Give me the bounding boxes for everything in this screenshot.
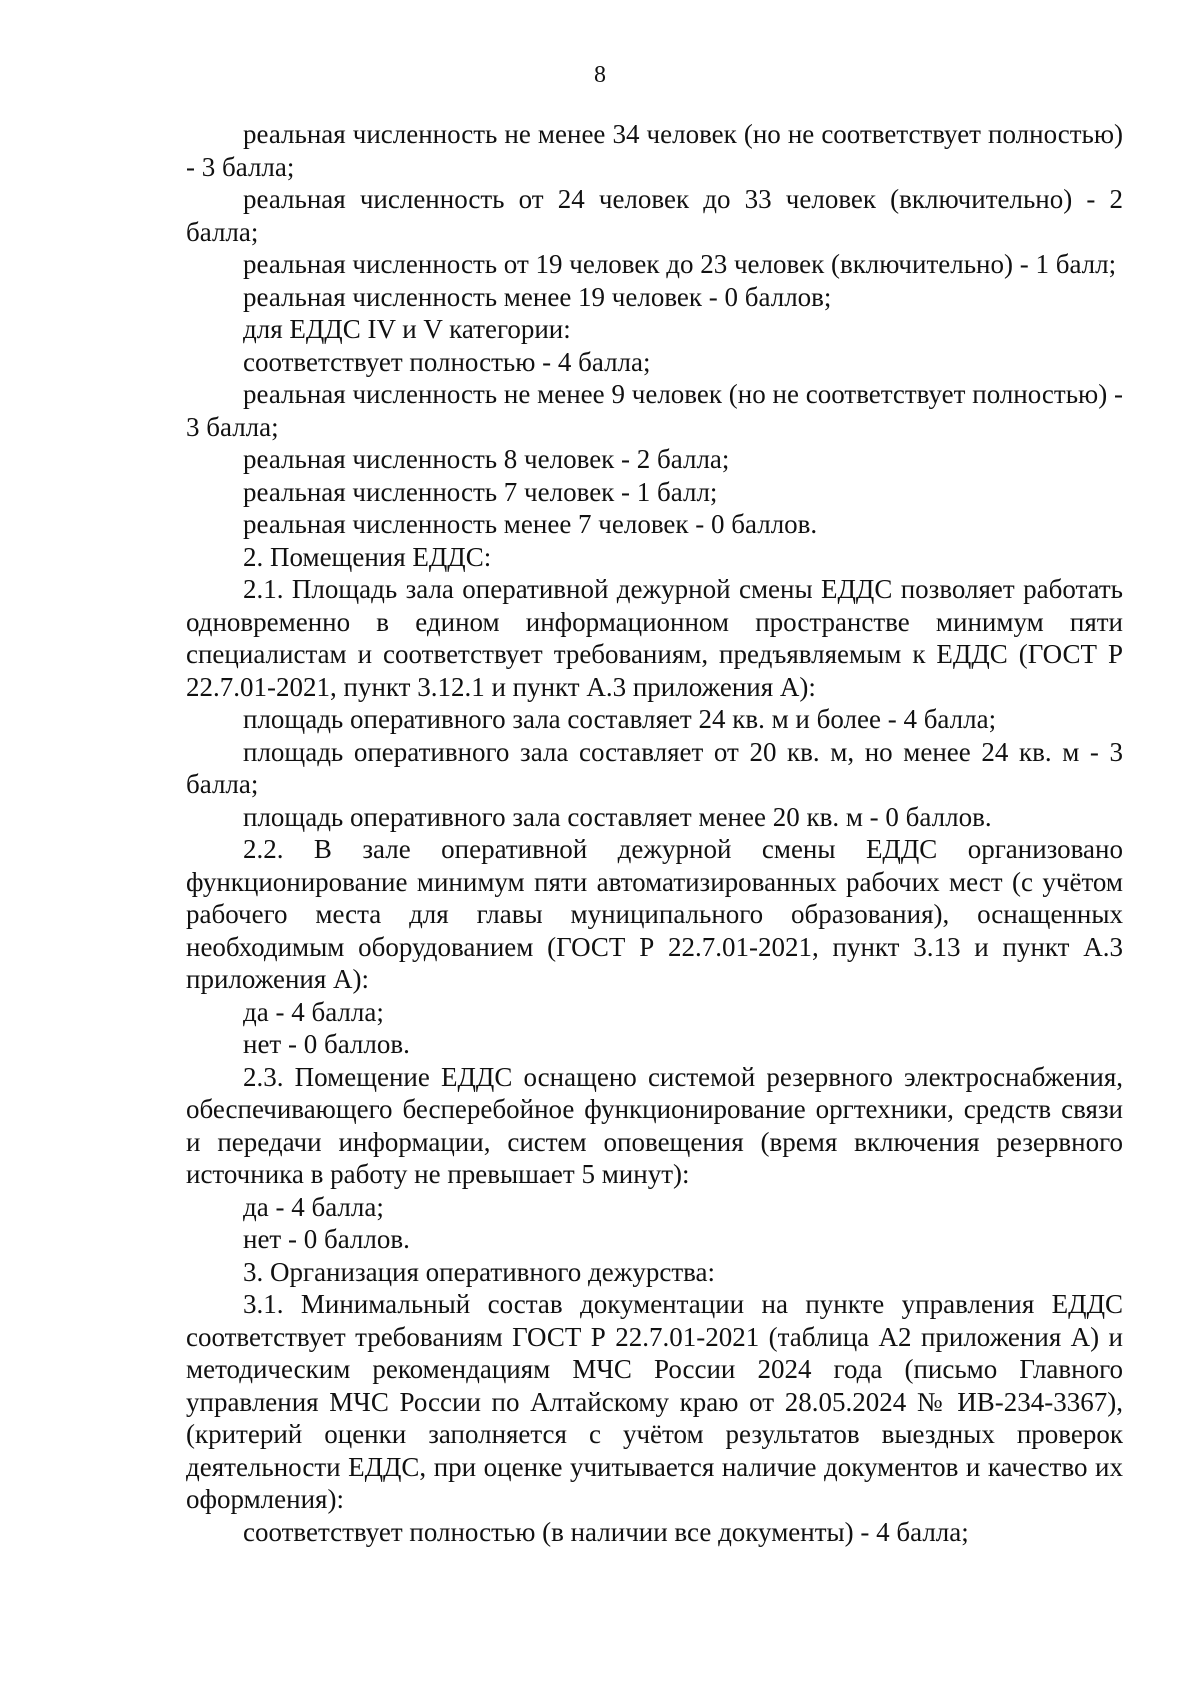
section-heading: 2. Помещения ЕДДС: <box>243 541 492 572</box>
paragraph: реальная численность не менее 9 человек (но не соответствует полностью) - 3 балла; <box>186 379 1123 442</box>
paragraph: реальная численность менее 19 человек - 0 баллов; <box>243 281 832 312</box>
paragraph: реальная численность не менее 34 человек (но не соответствует полностью) - 3 балла; <box>186 119 1123 182</box>
paragraph: реальная численность от 24 человек до 33 человек (включительно) - 2 балла; <box>186 184 1123 247</box>
paragraph: для ЕДДС IV и V категории: <box>243 314 571 344</box>
page-number: 8 <box>594 62 606 88</box>
paragraph: нет - 0 баллов. <box>243 1224 410 1254</box>
paragraph: реальная численность от 19 человек до 23 человек (включительно) - 1 балл; <box>243 249 1117 279</box>
paragraph: да - 4 балла; <box>243 996 384 1027</box>
paragraph: 3.1. Минимальный состав документации на пункте управления ЕДДС соответствует требованиям ГОСТ Р 22.7.01-2021 (таблица А2 приложения А) и методическим рекомендациям МЧС России 2024 года (письмо Главного управления МЧС России по Алтайскому краю от 28.05.2024 № ИВ-234-3367), (критерий оценки заполняется с учётом результатов выездных проверок деятельности ЕДДС, при оценке учитывается наличие документов и качество их оформления): <box>186 1289 1123 1514</box>
paragraph: 2.3. Помещение ЕДДС оснащено системой резервного электроснабжения, обеспечивающего бесперебойное функционирование оргтехники, средств связи и передачи информации, систем оповещения (время включения резервного источника в работу не превышает 5 минут): <box>186 1061 1123 1189</box>
paragraph: соответствует полностью - 4 балла; <box>243 346 651 377</box>
paragraph: реальная численность 8 человек - 2 балла; <box>243 444 730 474</box>
section-heading: 3. Организация оперативного дежурства: <box>243 1256 716 1287</box>
paragraph: реальная численность менее 7 человек - 0 баллов. <box>243 509 818 539</box>
paragraph: площадь оперативного зала составляет менее 20 кв. м - 0 баллов. <box>243 801 992 832</box>
paragraph: 2.2. В зале оперативной дежурной смены ЕДДС организовано функционирование минимум пяти автоматизированных рабочих мест (с учётом рабочего места для главы муниципального образования), оснащенных необходимым оборудованием (ГОСТ Р 22.7.01-2021, пункт 3.13 и пункт А.3 приложения А): <box>186 834 1123 994</box>
paragraph: нет - 0 баллов. <box>243 1029 410 1059</box>
paragraph: площадь оперативного зала составляет от 20 кв. м, но менее 24 кв. м - 3 балла; <box>186 736 1123 799</box>
paragraph: площадь оперативного зала составляет 24 кв. м и более - 4 балла; <box>243 704 997 734</box>
paragraph: реальная численность 7 человек - 1 балл; <box>243 476 718 507</box>
paragraph: да - 4 балла; <box>243 1191 384 1222</box>
document-body <box>186 118 1123 1548</box>
paragraph: 2.1. Площадь зала оперативной дежурной смены ЕДДС позволяет работать одновременно в едином информационном пространстве минимум пяти специалистам и соответствует требованиям, предъявляемым к ЕДДС (ГОСТ Р 22.7.01-2021, пункт 3.12.1 и пункт А.3 приложения А): <box>186 574 1123 702</box>
paragraph: соответствует полностью (в наличии все документы) - 4 балла; <box>243 1516 969 1547</box>
